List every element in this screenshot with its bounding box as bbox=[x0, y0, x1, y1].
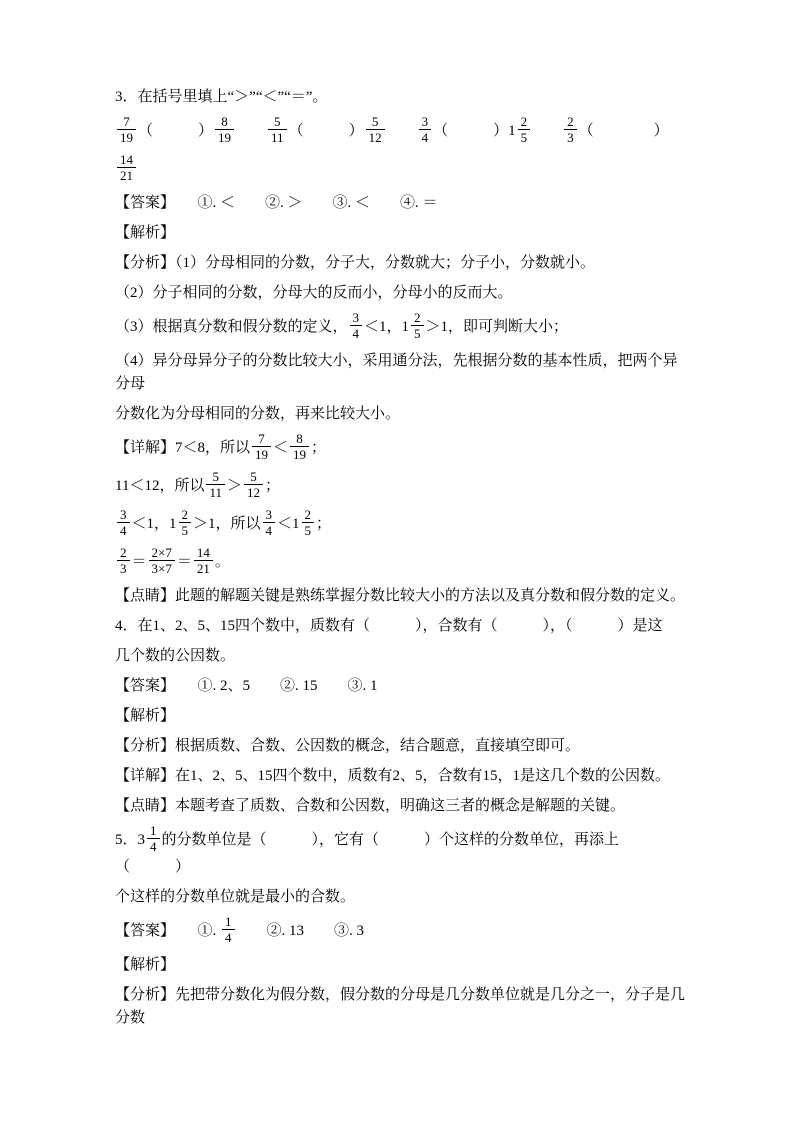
mixed-number: 1 $\frac{2}{5}$ bbox=[508, 116, 532, 147]
q5-title-line2: 个这样的分数单位就是最小的合数。 bbox=[115, 889, 356, 905]
fraction: $\frac{2}{5}$ bbox=[302, 507, 315, 538]
fraction: $\frac{14}{21}$ bbox=[194, 545, 213, 576]
fraction: $\frac{5}{12}$ bbox=[366, 114, 385, 145]
mixed-number: 1 $\frac{2}{5}$ bbox=[169, 509, 193, 540]
fraction: $\frac{5}{11}$ bbox=[206, 469, 225, 500]
q3-analysis-3: （3）根据真分数和假分数的定义， $\frac{3}{4}$ ＜1， 1 $\frac{2}{5}$ ＞1，即可判断大小； bbox=[115, 310, 569, 341]
fraction: $\frac{2}{5}$ bbox=[179, 507, 192, 538]
fraction: $\frac{5}{11}$ bbox=[268, 114, 287, 145]
fraction: $\frac{14}{21}$ bbox=[117, 152, 136, 183]
q3-detail-4: $\frac{2}{3}$ ＝ $\frac{2\times 7}{3\times 7}$ ＝ $\frac{14}{21}$ 。 bbox=[115, 547, 685, 578]
q3-analysis-4-line1: （4）异分母异分子的分数比较大小，采用通分法，先根据分数的基本性质，把两个异分母 bbox=[115, 353, 678, 392]
q4-analysis-header: 【解析】 bbox=[115, 708, 176, 724]
q3-detail-2: 11＜12，所以 $\frac{5}{11}$ ＞ $\frac{5}{12}$ ； bbox=[115, 469, 281, 500]
mixed-number: 1 $\frac{2}{5}$ bbox=[402, 312, 426, 343]
q3-analysis-header: 【解析】 bbox=[115, 225, 176, 241]
q3-detail-1: 【详解】7＜8，所以 $\frac{7}{19}$ ＜ $\frac{8}{19}$ ； bbox=[115, 431, 327, 462]
fraction: $\frac{1}{4}$ bbox=[222, 914, 235, 945]
q3-blanks-line2 bbox=[115, 154, 685, 185]
q4-answer: 【答案】 ①. 2、5 ②. 15 ③. 1 bbox=[115, 678, 378, 694]
fraction: $\frac{8}{19}$ bbox=[290, 431, 309, 462]
fraction: $\frac{7}{19}$ bbox=[117, 114, 136, 145]
fraction: $\frac{2}{3}$ bbox=[564, 114, 577, 145]
q3-title: 3．在括号里填上“＞”“＜”“＝”。 bbox=[115, 89, 328, 105]
q4-analysis: 【分析】根据质数、合数、公因数的概念，结合题意，直接填空即可。 bbox=[115, 738, 581, 754]
fraction: $\frac{3}{4}$ bbox=[350, 310, 363, 341]
q3-answer: 【答案】 ①. ＜ ②. ＞ ③. ＜ ④. ＝ bbox=[115, 195, 438, 211]
q5-analysis-header: 【解析】 bbox=[115, 957, 176, 973]
fraction: $\frac{2}{5}$ bbox=[518, 114, 531, 145]
fraction: $\frac{1}{4}$ bbox=[147, 823, 160, 854]
q3-analysis-4-line2: 分数化为分母相同的分数，再来比较大小。 bbox=[115, 406, 401, 422]
q3-note: 【点睛】此题的解题关键是熟练掌握分数比较大小的方法以及真分数和假分数的定义。 bbox=[115, 588, 686, 604]
q4-title-line1: 4．在1、2、5、15四个数中，质数有（ ），合数有（ ），（ ）是这 bbox=[115, 618, 663, 634]
fraction: $\frac{2\times 7}{3\times 7}$ bbox=[149, 545, 175, 576]
mixed-number: 1 $\frac{2}{5}$ bbox=[292, 509, 316, 540]
fraction: $\frac{5}{12}$ bbox=[244, 469, 263, 500]
fraction: $\frac{8}{19}$ bbox=[215, 114, 234, 145]
q4-note: 【点睛】本题考查了质数、合数和公因数，明确这三者的概念是解题的关键。 bbox=[115, 798, 626, 814]
mixed-number: 3 $\frac{1}{4}$ bbox=[138, 825, 162, 856]
q4-detail: 【详解】在1、2、5、15四个数中，质数有2、5，合数有15，1是这几个数的公因数。 bbox=[115, 768, 671, 784]
fraction: $\frac{3}{4}$ bbox=[263, 507, 276, 538]
q3-blanks-line1: $\frac{7}{19}$ （ ） $\frac{8}{19}$ $\frac{5}{11}$ （ ） $\frac{5}{12}$ $\frac{3}{4}$ （ ） 1 $\frac{2}{5}$ $\frac{2}{3}$ （ ） bbox=[115, 116, 685, 147]
q5-analysis: 【分析】先把带分数化为假分数，假分数的分母是几分数单位就是几分之一，分子是几分数 bbox=[115, 987, 686, 1026]
fraction: $\frac{2}{5}$ bbox=[411, 310, 424, 341]
q4-title-line2: 几个数的公因数。 bbox=[115, 648, 236, 664]
fraction: $\frac{7}{19}$ bbox=[252, 431, 271, 462]
q3-analysis-2: （2）分子相同的分数，分母大的反而小，分母小的反而大。 bbox=[115, 285, 513, 301]
fraction: $\frac{2}{3}$ bbox=[117, 545, 130, 576]
q5-title-line1: 5． 3 $\frac{1}{4}$ 的分数单位是（ ），它有（ ）个这样的分数单位，再添上（ ） bbox=[115, 823, 620, 875]
q3-detail-3: $\frac{3}{4}$ ＜1， 1 $\frac{2}{5}$ ＞1，所以 $\frac{3}{4}$ ＜ 1 $\frac{2}{5}$ ； bbox=[115, 509, 685, 540]
fraction: $\frac{3}{4}$ bbox=[117, 507, 130, 538]
fraction: $\frac{3}{4}$ bbox=[419, 114, 432, 145]
q5-answer: 【答案】 ①. $\frac{1}{4}$ ②. 13 ③. 3 bbox=[115, 914, 365, 945]
q3-analysis-1: 【分析】（1）分母相同的分数，分子大，分数就大；分子小，分数就小。 bbox=[115, 255, 596, 271]
